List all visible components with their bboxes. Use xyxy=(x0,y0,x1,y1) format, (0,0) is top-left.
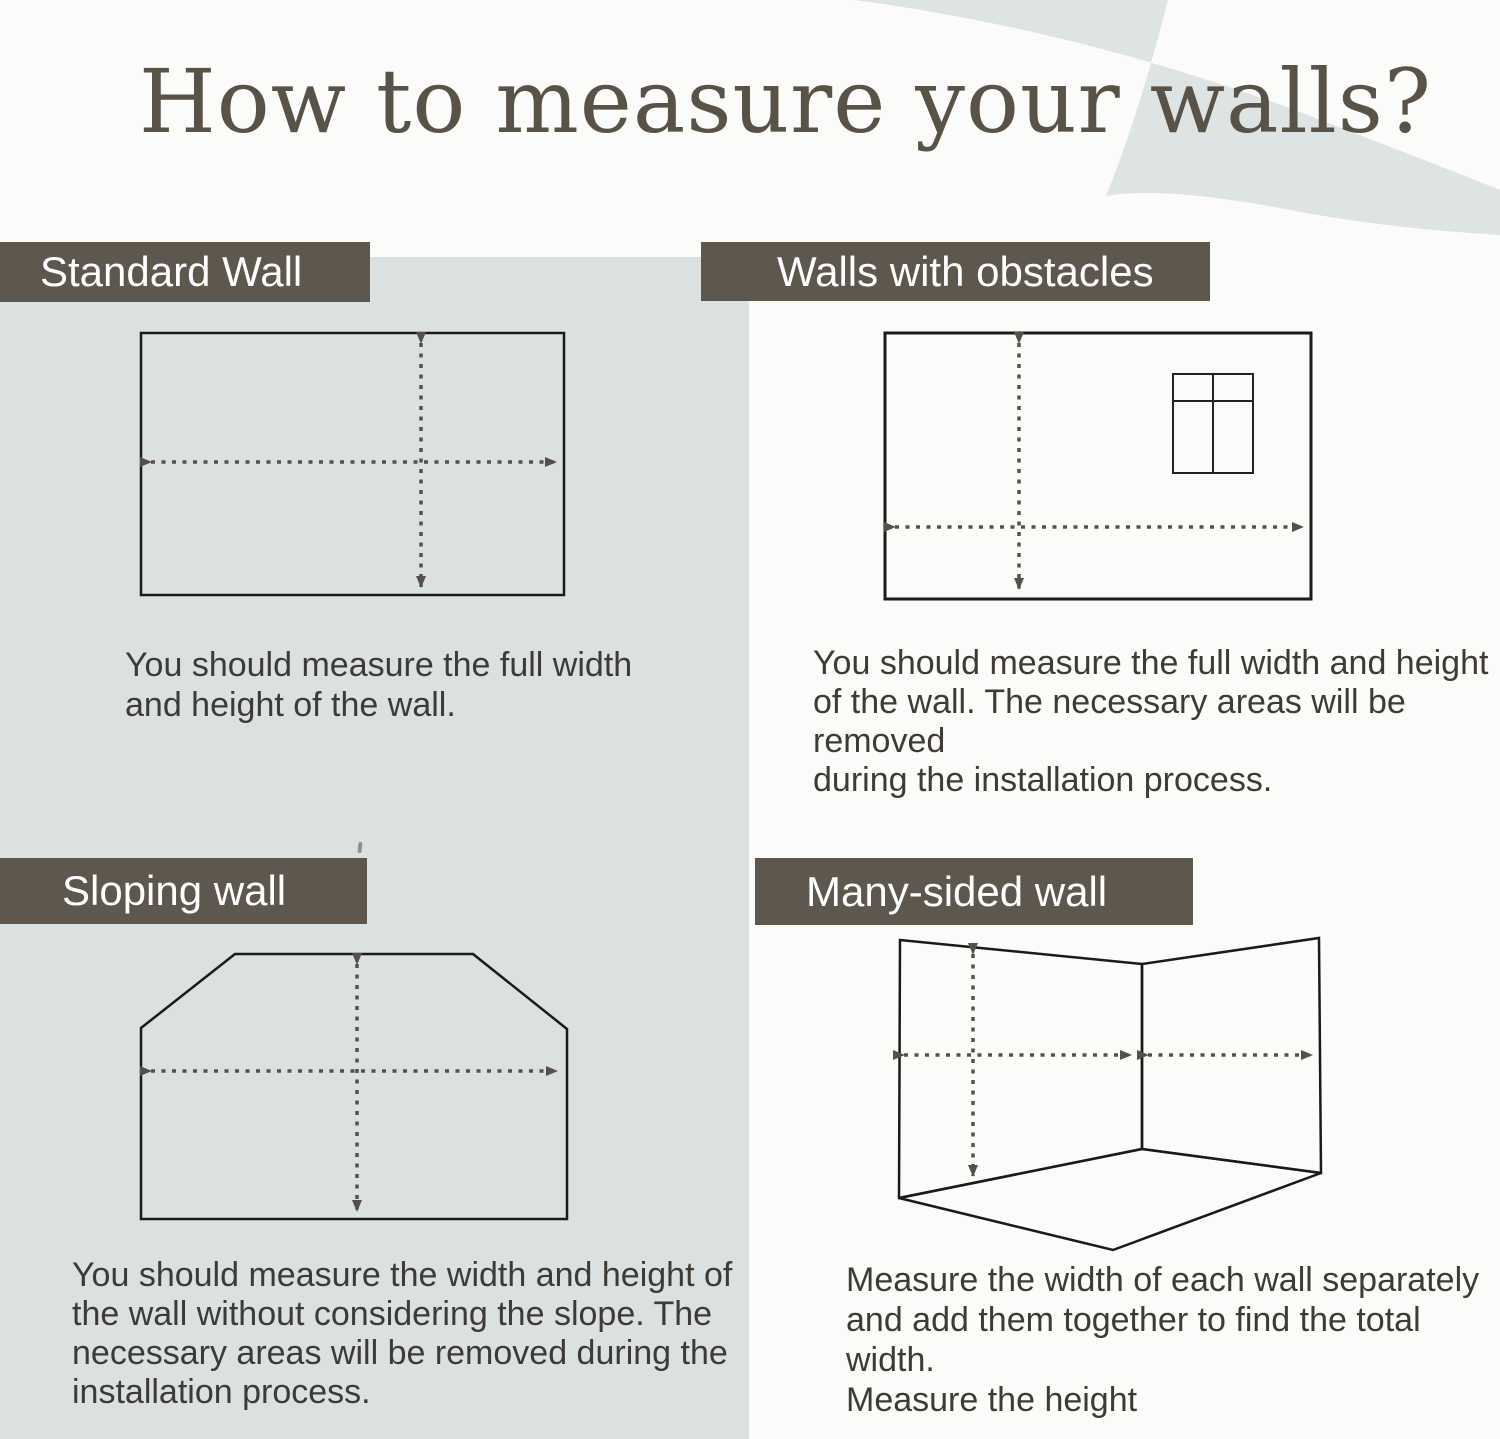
caption-line: You should measure the width and height of xyxy=(72,1256,733,1294)
caption-line: You should measure the full width xyxy=(125,646,633,684)
caption-line: Measure the width of each wall separately xyxy=(846,1261,1480,1299)
caption-line: Measure the height xyxy=(846,1381,1138,1419)
caption-many-sided-wall xyxy=(846,1260,1500,1420)
section-label-text: Many-sided wall xyxy=(806,867,1108,915)
caption-sloping-wall xyxy=(72,1256,732,1412)
caption-line: installation process. xyxy=(72,1373,371,1411)
floor-outline xyxy=(899,1149,1321,1250)
many-sided-wall-diagram xyxy=(888,928,1332,1262)
sloped-wall-outline xyxy=(141,954,567,1219)
left-wall-outline xyxy=(899,940,1142,1198)
section-label-text: Standard Wall xyxy=(40,248,303,295)
wall-outline xyxy=(885,333,1311,599)
page-title: How to measure your walls? xyxy=(139,50,1433,153)
section-label-many-sided-wall xyxy=(755,858,1193,925)
section-label-text: Walls with obstacles xyxy=(777,247,1154,295)
standard-wall-diagram xyxy=(139,331,568,599)
caption-line: and add them together to find the total width. xyxy=(846,1301,1421,1379)
walls-with-obstacles-diagram xyxy=(883,331,1315,603)
caption-line: of the wall. The necessary areas will be removed xyxy=(813,683,1406,760)
caption-standard-wall xyxy=(125,645,632,725)
section-label-walls-with-obstacles xyxy=(701,242,1210,301)
caption-line: You should measure the full width and height xyxy=(813,644,1489,682)
caption-line: and height of the wall. xyxy=(125,686,456,724)
caption-walls-with-obstacles xyxy=(813,644,1500,800)
section-label-text: Sloping wall xyxy=(62,867,287,914)
caption-line: the wall without considering the slope. The xyxy=(72,1295,713,1333)
section-label-sloping-wall xyxy=(0,858,367,924)
caption-line: necessary areas will be removed during the xyxy=(72,1334,728,1372)
section-label-standard-wall xyxy=(0,242,370,302)
caption-line: during the installation process. xyxy=(813,761,1273,799)
window-icon xyxy=(1173,374,1253,473)
sloping-wall-diagram xyxy=(131,944,577,1230)
wall-outline xyxy=(141,333,564,595)
right-wall-outline xyxy=(1142,938,1321,1173)
